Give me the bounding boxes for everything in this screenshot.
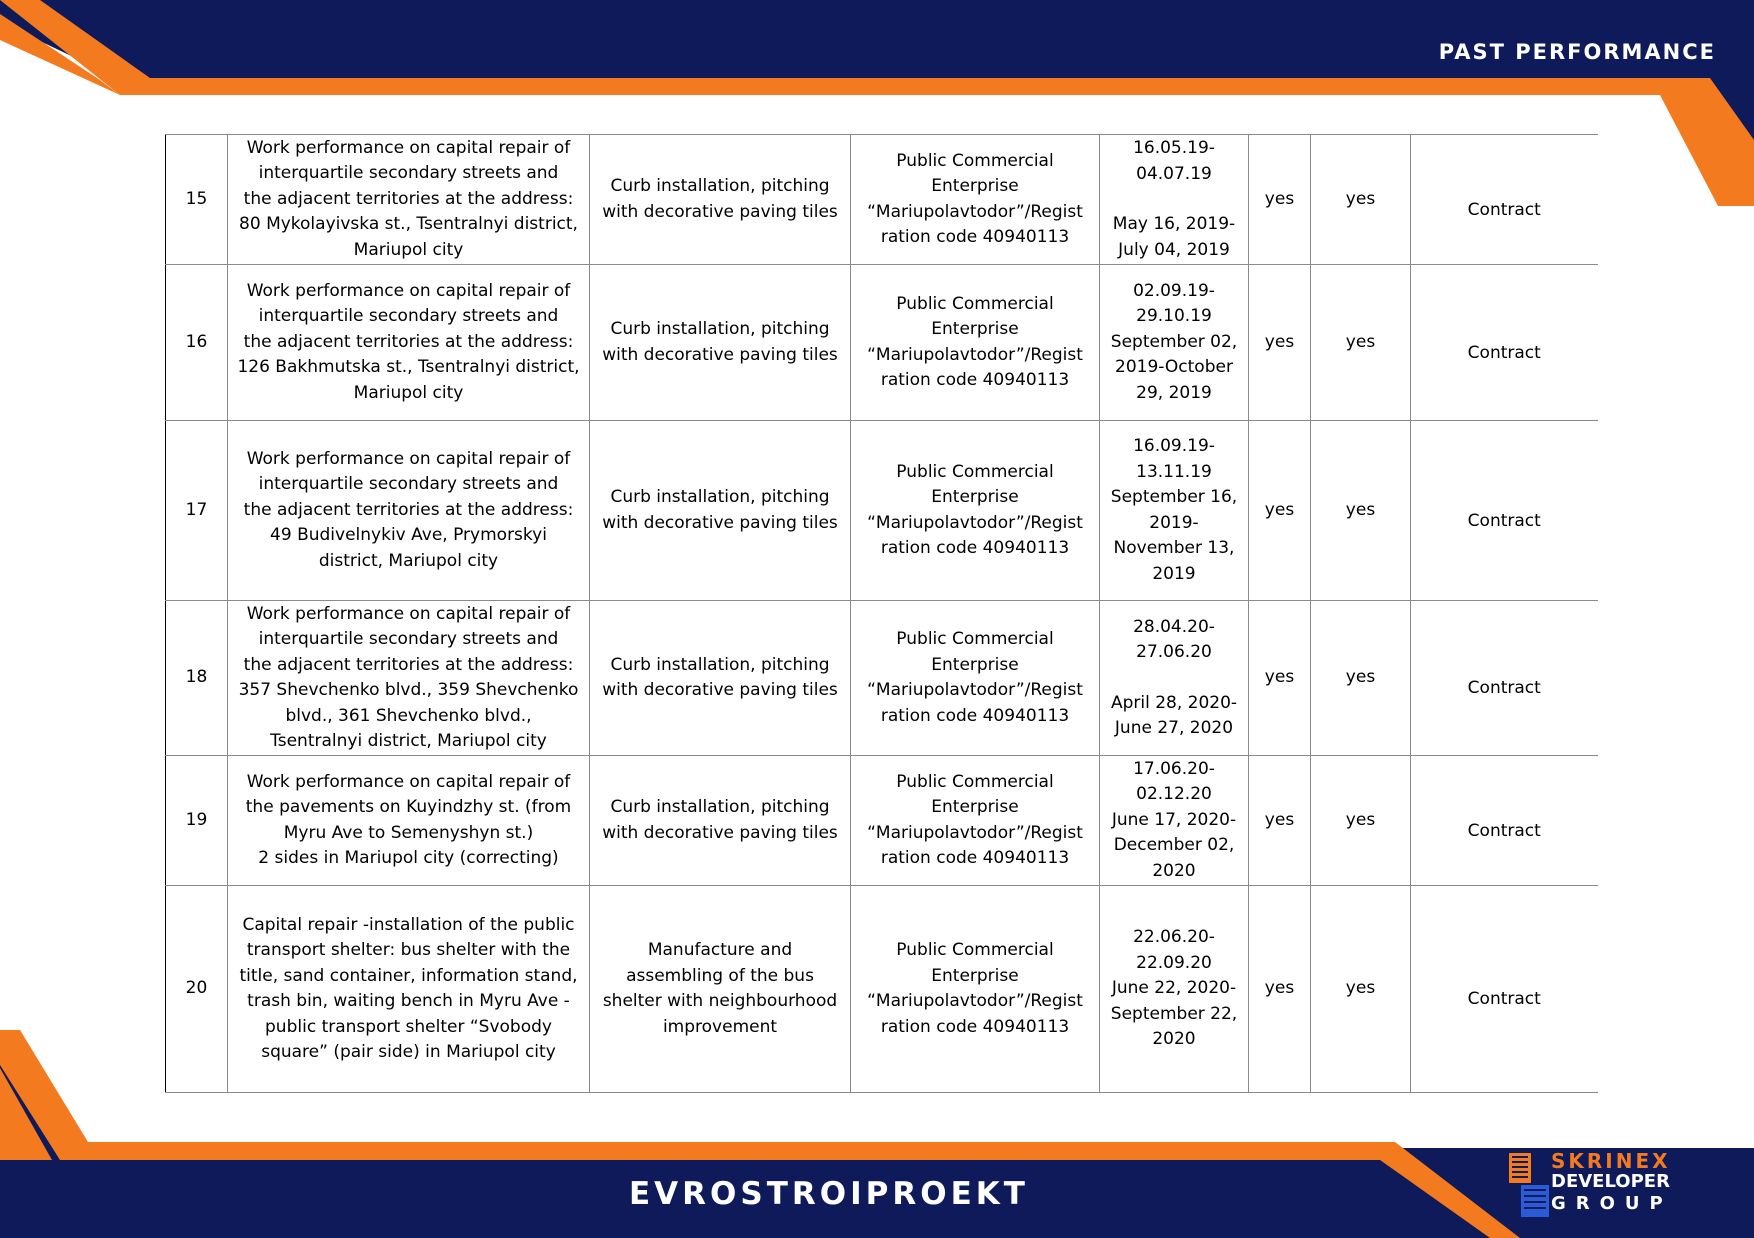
completed-flag: yes: [1249, 756, 1311, 886]
client-line: Enterprise: [931, 176, 1019, 196]
work-type-line: Manufacture and: [647, 940, 793, 960]
reference-flag: yes: [1311, 601, 1411, 756]
execution-dates: [1100, 886, 1249, 1093]
row-number: 15: [166, 135, 228, 265]
work-description-line: Work performance on capital repair of: [246, 448, 571, 469]
date-range-long: 2019-: [1149, 512, 1199, 533]
work-description-line: 2 sides in Mariupol city (correcting): [258, 848, 559, 868]
client-line: Public Commercial: [896, 629, 1054, 649]
work-description-line: 126 Bakhmutska st., Tsentralnyi district,: [237, 357, 580, 378]
work-type-line: Curb installation, pitching: [610, 176, 830, 196]
work-description-line: Mariupol city: [353, 239, 464, 260]
row-number: 16: [166, 265, 228, 421]
work-type-line: Curb installation, pitching: [610, 319, 830, 339]
work-description-line: the adjacent territories at the address:: [243, 499, 574, 520]
client-line: Public Commercial: [896, 940, 1054, 960]
work-description-line: district, Mariupol city: [318, 550, 499, 571]
work-type-line: improvement: [662, 1016, 778, 1037]
execution-dates: [1100, 135, 1249, 265]
table-row: [166, 421, 1598, 601]
date-range-long: April 28, 2020-: [1110, 692, 1238, 713]
row-number: 17: [166, 421, 228, 601]
document-label: Contract: [1467, 199, 1541, 220]
execution-dates: [1100, 265, 1249, 421]
date-range-long: 29, 2019: [1136, 382, 1212, 403]
date-range-long: September 22,: [1110, 1003, 1238, 1024]
work-description-line: Myru Ave to Semenyshyn st.): [283, 822, 534, 843]
date-range-long: December 02,: [1113, 835, 1235, 856]
document-cell: [1411, 135, 1598, 265]
completed-flag: yes: [1249, 886, 1311, 1093]
logo-line-group: GROUP: [1551, 1193, 1673, 1214]
date-range-short: 04.07.19: [1136, 163, 1212, 184]
work-description-line: the adjacent territories at the address:: [243, 654, 574, 675]
date-range-short: 17.06.20-: [1133, 758, 1215, 779]
page-title: PAST PERFORMANCE: [1438, 40, 1716, 64]
work-description-line: blvd., 361 Shevchenko blvd.,: [285, 705, 532, 726]
client: [851, 135, 1100, 265]
date-range-short: 16.05.19-: [1133, 138, 1215, 158]
execution-dates: [1100, 601, 1249, 756]
date-range-short: 22.09.20: [1136, 952, 1212, 973]
building-logo-icon: [1507, 1151, 1553, 1219]
work-type-line: shelter with neighbourhood: [602, 991, 838, 1011]
reference-flag: yes: [1311, 265, 1411, 421]
client-line: ration code 40940113: [880, 370, 1070, 390]
work-description-line: 49 Budivelnykiv Ave, Prymorskyi: [270, 525, 547, 546]
table-row: [166, 601, 1598, 756]
client-line: Public Commercial: [896, 293, 1054, 314]
document-cell: [1411, 421, 1598, 601]
work-description-line: the adjacent territories at the address:: [243, 188, 574, 209]
work-description-line: Tsentralnyi district, Mariupol city: [270, 731, 547, 751]
work-description-line: interquartile secondary streets and: [258, 163, 559, 184]
document-cell: [1411, 756, 1598, 886]
work-description-line: 80 Mykolayivska st., Tsentralnyi district,: [239, 214, 578, 235]
client-line: “Mariupolavtodor”/Regist: [867, 344, 1083, 365]
date-range-short: 02.12.20: [1136, 784, 1212, 805]
client-line: ration code 40940113: [880, 848, 1070, 868]
table-row: [166, 756, 1598, 886]
work-type-line: Curb installation, pitching: [610, 487, 830, 507]
work-description: [228, 886, 590, 1093]
work-description-line: interquartile secondary streets and: [258, 629, 559, 649]
date-range-long: June 27, 2020: [1114, 718, 1234, 738]
document-label: Contract: [1467, 989, 1541, 1010]
work-description-line: Capital repair -installation of the public: [242, 914, 575, 935]
date-range-long: September 16,: [1110, 487, 1238, 507]
date-range-short: 29.10.19: [1136, 306, 1212, 327]
completed-flag: yes: [1249, 421, 1311, 601]
date-range-short: 28.04.20-: [1133, 616, 1215, 637]
work-type: [590, 265, 851, 421]
work-description-line: transport shelter: bus shelter with the: [246, 940, 571, 960]
work-description: [228, 265, 590, 421]
work-type: [590, 421, 851, 601]
date-spacer: [1103, 187, 1245, 212]
work-description: [228, 135, 590, 265]
client-line: Public Commercial: [896, 771, 1054, 792]
table-row: [166, 886, 1598, 1093]
date-range-long: 2020: [1152, 1029, 1196, 1050]
client: [851, 601, 1100, 756]
reference-flag: yes: [1311, 135, 1411, 265]
work-type-line: assembling of the bus: [626, 965, 814, 986]
date-range-long: September 02,: [1110, 331, 1238, 352]
date-range-short: 02.09.19-: [1133, 280, 1215, 301]
completed-flag: yes: [1249, 601, 1311, 756]
work-type-line: with decorative paving tiles: [602, 512, 838, 533]
row-number: 20: [166, 886, 228, 1093]
table-body: [166, 135, 1598, 1093]
work-description-line: title, sand container, information stand,: [239, 965, 578, 986]
work-description-line: square” (pair side) in Mariupol city: [261, 1042, 556, 1062]
work-description-line: the adjacent territories at the address:: [243, 331, 574, 352]
client-line: Public Commercial: [896, 461, 1054, 482]
client-line: ration code 40940113: [880, 227, 1070, 247]
company-name: EVROSTROIPROEKT: [629, 1176, 1029, 1212]
document-label: Contract: [1467, 510, 1541, 531]
date-range-short: 22.06.20-: [1133, 927, 1215, 948]
client-line: Public Commercial: [896, 150, 1054, 171]
work-type: [590, 756, 851, 886]
execution-dates: [1100, 756, 1249, 886]
document-label: Contract: [1467, 820, 1541, 841]
work-description-line: 357 Shevchenko blvd., 359 Shevchenko: [238, 680, 579, 700]
work-description-line: Work performance on capital repair of: [246, 280, 571, 301]
client: [851, 265, 1100, 421]
work-description-line: interquartile secondary streets and: [258, 306, 559, 327]
completed-flag: yes: [1249, 265, 1311, 421]
execution-dates: [1100, 421, 1249, 601]
client: [851, 886, 1100, 1093]
work-description-line: Work performance on capital repair of: [246, 771, 571, 792]
date-range-long: June 17, 2020-: [1111, 809, 1237, 830]
client-line: Enterprise: [931, 965, 1019, 986]
client-line: ration code 40940113: [880, 705, 1070, 726]
date-range-long: June 22, 2020-: [1111, 978, 1237, 999]
work-type-line: with decorative paving tiles: [602, 201, 838, 222]
work-description-line: public transport shelter “Svobody: [265, 1016, 552, 1037]
reference-flag: yes: [1311, 421, 1411, 601]
work-type-line: with decorative paving tiles: [602, 680, 838, 700]
work-type-line: with decorative paving tiles: [602, 822, 838, 843]
logo-line-developer: DEVELOPER: [1551, 1171, 1670, 1192]
date-range-long: May 16, 2019-: [1112, 214, 1236, 234]
date-range-long: 2020: [1152, 860, 1196, 881]
date-range-short: 16.09.19-: [1133, 436, 1215, 456]
document-label: Contract: [1467, 678, 1541, 699]
row-number: 18: [166, 601, 228, 756]
table-row: [166, 135, 1598, 265]
work-type: [590, 135, 851, 265]
client: [851, 756, 1100, 886]
completed-flag: yes: [1249, 135, 1311, 265]
client-line: Enterprise: [931, 797, 1019, 817]
work-type-line: Curb installation, pitching: [610, 654, 830, 675]
work-description: [228, 421, 590, 601]
logo-line-skrinex: SKRINEX: [1551, 1149, 1671, 1173]
date-spacer: [1103, 666, 1245, 691]
date-range-long: 2019-October: [1115, 357, 1233, 378]
client-line: “Mariupolavtodor”/Regist: [867, 512, 1083, 533]
work-description: [228, 601, 590, 756]
client-line: “Mariupolavtodor”/Regist: [867, 201, 1083, 222]
work-type-line: Curb installation, pitching: [610, 797, 830, 817]
client-line: Enterprise: [931, 487, 1019, 507]
work-description-line: Mariupol city: [353, 382, 464, 403]
work-description-line: trash bin, waiting bench in Myru Ave -: [247, 991, 570, 1011]
work-type-line: with decorative paving tiles: [602, 344, 838, 365]
document-cell: [1411, 886, 1598, 1093]
client-line: “Mariupolavtodor”/Regist: [867, 991, 1083, 1011]
document-cell: [1411, 601, 1598, 756]
work-description-line: interquartile secondary streets and: [258, 474, 559, 495]
work-type: [590, 886, 851, 1093]
reference-flag: yes: [1311, 756, 1411, 886]
table-row: [166, 265, 1598, 421]
client-line: ration code 40940113: [880, 1016, 1070, 1037]
row-number: 19: [166, 756, 228, 886]
date-range-short: 27.06.20: [1136, 642, 1212, 662]
client-line: ration code 40940113: [880, 538, 1070, 558]
work-description-line: the pavements on Kuyindzhy st. (from: [245, 797, 572, 817]
skrinex-logo: [1503, 1147, 1718, 1223]
client-line: Enterprise: [931, 319, 1019, 339]
date-range-long: 2019: [1152, 563, 1196, 584]
date-range-short: 13.11.19: [1136, 461, 1212, 482]
client: [851, 421, 1100, 601]
work-description-line: Work performance on capital repair of: [246, 137, 571, 158]
client-line: “Mariupolavtodor”/Regist: [867, 822, 1083, 843]
date-range-long: November 13,: [1113, 538, 1235, 558]
document-cell: [1411, 265, 1598, 421]
date-range-long: July 04, 2019: [1118, 239, 1230, 260]
work-description: [228, 756, 590, 886]
past-performance-table: [165, 134, 1598, 1093]
client-line: Enterprise: [931, 654, 1019, 675]
work-type: [590, 601, 851, 756]
document-label: Contract: [1467, 342, 1541, 363]
reference-flag: yes: [1311, 886, 1411, 1093]
client-line: “Mariupolavtodor”/Regist: [867, 680, 1083, 700]
work-description-line: Work performance on capital repair of: [246, 603, 571, 624]
logo-text: [1551, 1151, 1673, 1217]
